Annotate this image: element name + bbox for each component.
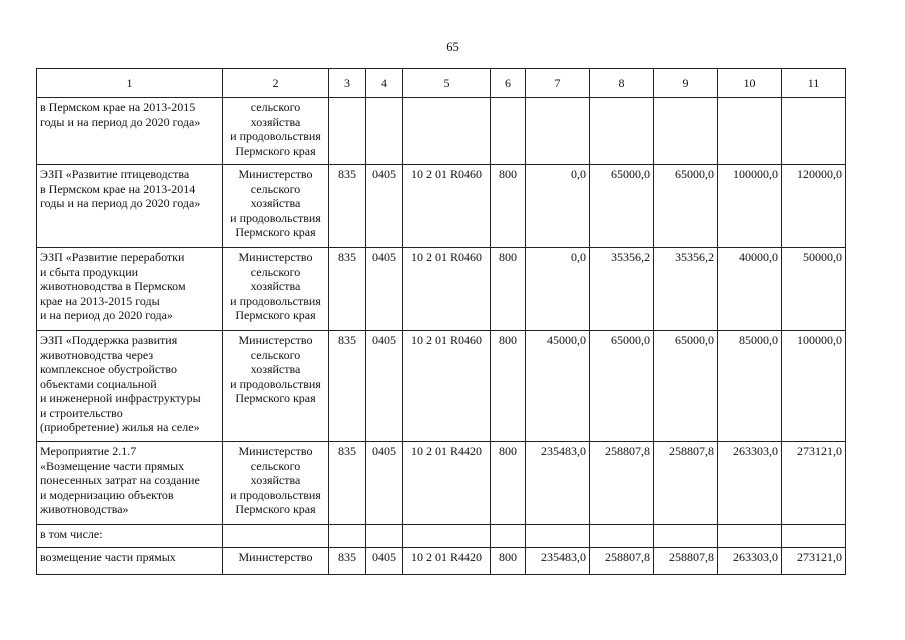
page-number: 65 — [446, 40, 459, 54]
target-article-cell: 10 2 01 R4420 — [403, 442, 491, 525]
executor-cell — [223, 525, 329, 548]
amount-cell: 35356,2 — [654, 248, 718, 331]
column-header: 11 — [782, 69, 846, 98]
amount-cell — [782, 98, 846, 165]
amount-cell: 35356,2 — [590, 248, 654, 331]
expense-type-cell — [491, 98, 526, 165]
table-row — [37, 525, 846, 548]
amount-cell — [526, 525, 590, 548]
amount-cell: 65000,0 — [654, 165, 718, 248]
expense-type-cell: 800 — [491, 331, 526, 442]
admin-code-cell: 835 — [329, 442, 366, 525]
table-row — [37, 442, 846, 525]
amount-cell — [718, 525, 782, 548]
column-header: 2 — [223, 69, 329, 98]
amount-cell: 258807,8 — [654, 442, 718, 525]
section-code-cell: 0405 — [366, 248, 403, 331]
column-header: 6 — [491, 69, 526, 98]
amount-cell: 100000,0 — [782, 331, 846, 442]
amount-cell: 65000,0 — [590, 331, 654, 442]
amount-cell: 45000,0 — [526, 331, 590, 442]
column-header: 10 — [718, 69, 782, 98]
executor-cell: Министерство сельского хозяйства и продовольствия Пермского края — [223, 331, 329, 442]
section-code-cell — [366, 98, 403, 165]
column-header: 5 — [403, 69, 491, 98]
amount-cell: 258807,8 — [654, 548, 718, 575]
amount-cell: 65000,0 — [654, 331, 718, 442]
table-row — [37, 248, 846, 331]
table-row — [37, 548, 846, 575]
amount-cell — [718, 98, 782, 165]
admin-code-cell — [329, 98, 366, 165]
target-article-cell: 10 2 01 R0460 — [403, 331, 491, 442]
amount-cell: 100000,0 — [718, 165, 782, 248]
table-row — [37, 165, 846, 248]
admin-code-cell: 835 — [329, 331, 366, 442]
expense-type-cell: 800 — [491, 165, 526, 248]
program-name-cell: ЭЗП «Развитие птицеводства в Пермском крае на 2013-2014 годы и на период до 2020 года» — [37, 165, 223, 248]
amount-cell — [590, 98, 654, 165]
table-row — [37, 331, 846, 442]
admin-code-cell: 835 — [329, 248, 366, 331]
table-row — [37, 98, 846, 165]
expense-type-cell: 800 — [491, 442, 526, 525]
amount-cell: 235483,0 — [526, 442, 590, 525]
section-code-cell: 0405 — [366, 548, 403, 575]
section-code-cell: 0405 — [366, 331, 403, 442]
expense-type-cell: 800 — [491, 248, 526, 331]
column-header: 9 — [654, 69, 718, 98]
column-header: 7 — [526, 69, 590, 98]
amount-cell: 50000,0 — [782, 248, 846, 331]
target-article-cell — [403, 98, 491, 165]
expense-type-cell: 800 — [491, 548, 526, 575]
amount-cell: 258807,8 — [590, 442, 654, 525]
executor-cell: сельского хозяйства и продовольствия Пермского края — [223, 98, 329, 165]
column-header: 3 — [329, 69, 366, 98]
program-name-cell: ЭЗП «Поддержка развития животноводства через комплексное обустройство объектами социальной и инженерной инфраструктуры и строительство (приобретение) жилья на селе» — [37, 331, 223, 442]
executor-cell: Министерство сельского хозяйства и продовольствия Пермского края — [223, 248, 329, 331]
amount-cell: 263303,0 — [718, 442, 782, 525]
amount-cell: 40000,0 — [718, 248, 782, 331]
column-header: 1 — [37, 69, 223, 98]
admin-code-cell: 835 — [329, 165, 366, 248]
column-header: 8 — [590, 69, 654, 98]
amount-cell — [654, 525, 718, 548]
executor-cell: Министерство сельского хозяйства и продовольствия Пермского края — [223, 442, 329, 525]
amount-cell: 65000,0 — [590, 165, 654, 248]
amount-cell: 85000,0 — [718, 331, 782, 442]
budget-table — [36, 68, 846, 575]
section-code-cell: 0405 — [366, 442, 403, 525]
admin-code-cell — [329, 525, 366, 548]
program-name-cell: в том числе: — [37, 525, 223, 548]
table-header-row — [37, 69, 846, 98]
program-name-cell: возмещение части прямых — [37, 548, 223, 575]
executor-cell: Министерство — [223, 548, 329, 575]
amount-cell — [590, 525, 654, 548]
amount-cell: 120000,0 — [782, 165, 846, 248]
amount-cell — [654, 98, 718, 165]
target-article-cell — [403, 525, 491, 548]
section-code-cell — [366, 525, 403, 548]
amount-cell: 235483,0 — [526, 548, 590, 575]
program-name-cell: ЭЗП «Развитие переработки и сбыта продукции животноводства в Пермском крае на 2013-2015 годы и на период до 2020 года» — [37, 248, 223, 331]
target-article-cell: 10 2 01 R0460 — [403, 165, 491, 248]
amount-cell — [782, 525, 846, 548]
amount-cell — [526, 98, 590, 165]
program-name-cell: в Пермском крае на 2013-2015 годы и на период до 2020 года» — [37, 98, 223, 165]
executor-cell: Министерство сельского хозяйства и продовольствия Пермского края — [223, 165, 329, 248]
target-article-cell: 10 2 01 R0460 — [403, 248, 491, 331]
amount-cell: 273121,0 — [782, 442, 846, 525]
section-code-cell: 0405 — [366, 165, 403, 248]
amount-cell: 258807,8 — [590, 548, 654, 575]
program-name-cell: Мероприятие 2.1.7 «Возмещение части прямых понесенных затрат на создание и модернизацию объектов животноводства» — [37, 442, 223, 525]
amount-cell: 273121,0 — [782, 548, 846, 575]
column-header: 4 — [366, 69, 403, 98]
amount-cell: 0,0 — [526, 165, 590, 248]
target-article-cell: 10 2 01 R4420 — [403, 548, 491, 575]
amount-cell: 0,0 — [526, 248, 590, 331]
amount-cell: 263303,0 — [718, 548, 782, 575]
expense-type-cell — [491, 525, 526, 548]
admin-code-cell: 835 — [329, 548, 366, 575]
